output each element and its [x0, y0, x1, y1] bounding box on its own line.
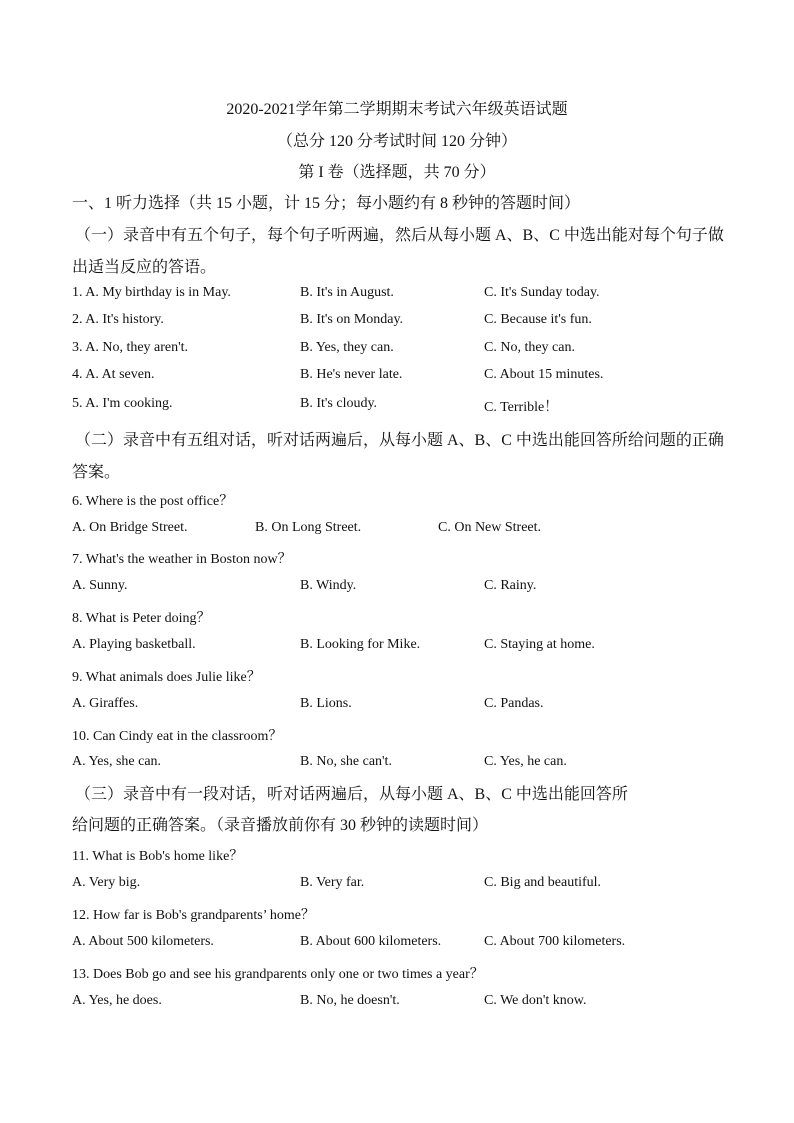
option-b: B. Very far. [300, 875, 365, 890]
question-text: 7. What's the weather in Boston now？ [72, 552, 292, 567]
page-subtitle: （总分 120 分考试时间 120 分钟） [276, 133, 517, 150]
option-c: C. We don't know. [484, 993, 587, 1008]
question-text: 6. Where is the post office？ [72, 494, 234, 509]
question-text: 11. What is Bob's home like？ [72, 849, 244, 864]
option-a: A. Very big. [72, 875, 141, 890]
option-c: C. About 700 kilometers. [484, 934, 626, 949]
part3-instruction: （三）录音中有一段对话，听对话两遍后，从每小题 A、B、C 中选出能回答所 [75, 786, 628, 803]
option-b: B. On Long Street. [255, 520, 362, 535]
option-b: B. It's on Monday. [300, 312, 404, 327]
question-text: 13. Does Bob go and see his grandparents only one or two times a year？ [72, 967, 484, 982]
option-c: C. It's Sunday today. [484, 285, 600, 300]
option-b: B. It's cloudy. [300, 396, 378, 411]
option-b: B. He's never late. [300, 367, 403, 382]
option-c: C. Staying at home. [484, 637, 595, 652]
option-c: C. Rainy. [484, 578, 537, 593]
option-a: 4. A. At seven. [72, 367, 155, 382]
option-a: A. Playing basketball. [72, 637, 196, 652]
option-a: A. Yes, she can. [72, 754, 162, 769]
option-b: B. It's in August. [300, 285, 394, 300]
option-a: A. Sunny. [72, 578, 128, 593]
option-c: C. About 15 minutes. [484, 367, 604, 382]
part2-instruction: （二）录音中有五组对话，听对话两遍后，从每小题 A、B、C 中选出能回答所给问题的正确 [75, 432, 724, 449]
option-a: 5. A. I'm cooking. [72, 396, 173, 411]
option-c: C. Because it's fun. [484, 312, 592, 327]
question-text: 9. What animals does Julie like？ [72, 670, 261, 685]
question-text: 12. How far is Bob's grandparents’ home？ [72, 908, 315, 923]
option-a: A. Giraffes. [72, 696, 139, 711]
option-b: B. Yes, they can. [300, 340, 394, 355]
question-text: 8. What is Peter doing？ [72, 611, 211, 626]
part3-instruction-cont: 给问题的正确答案。（录音播放前你有 30 秒钟的读题时间） [72, 817, 489, 834]
option-a: A. On Bridge Street. [72, 520, 188, 535]
option-b: B. About 600 kilometers. [300, 934, 442, 949]
option-a: 2. A. It's history. [72, 312, 164, 327]
page-title: 2020-2021学年第二学期期末考试六年级英语试题 [226, 101, 568, 118]
option-a: 3. A. No, they aren't. [72, 340, 189, 355]
option-b: B. Looking for Mike. [300, 637, 421, 652]
option-c: C. No, they can. [484, 340, 575, 355]
option-b: B. Lions. [300, 696, 352, 711]
option-c: C. On New Street. [438, 520, 542, 535]
part2-instruction-cont: 答案。 [72, 464, 121, 481]
part1-instruction-cont: 出适当反应的答语。 [72, 259, 217, 276]
option-b: B. No, she can't. [300, 754, 392, 769]
part1-instruction: （一）录音中有五个句子，每个句子听两遍，然后从每小题 A、B、C 中选出能对每个句子做 [75, 227, 724, 244]
option-c: C. Yes, he can. [484, 754, 567, 769]
option-b: B. No, he doesn't. [300, 993, 400, 1008]
option-a: 1. A. My birthday is in May. [72, 285, 231, 300]
option-a: A. Yes, he does. [72, 993, 162, 1008]
option-c: C. Pandas. [484, 696, 544, 711]
volume-heading: 第 I 卷（选择题，共 70 分） [298, 164, 496, 181]
option-c: C. Big and beautiful. [484, 875, 602, 890]
question-text: 10. Can Cindy eat in the classroom？ [72, 729, 283, 744]
option-a: A. About 500 kilometers. [72, 934, 214, 949]
option-c: C. Terrible！ [484, 400, 559, 415]
section-heading: 一、1 听力选择（共 15 小题，计 15 分；每小题约有 8 秒钟的答题时间） [72, 195, 581, 212]
option-b: B. Windy. [300, 578, 357, 593]
